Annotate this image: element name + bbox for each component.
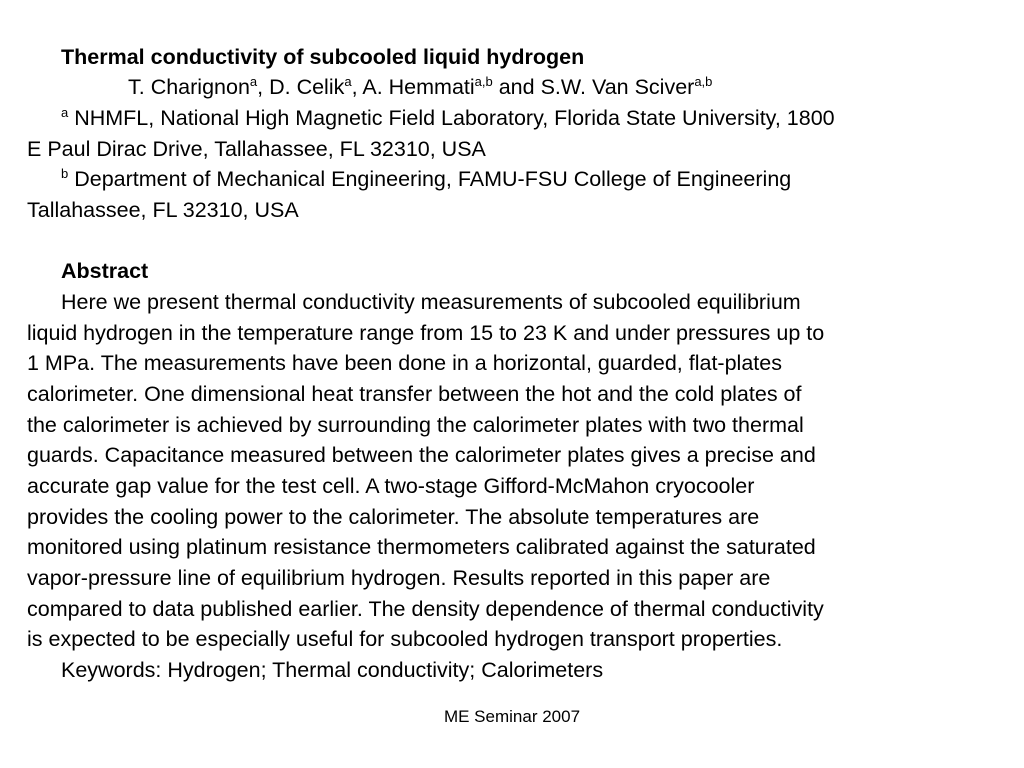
abstract-line: liquid hydrogen in the temperature range from 15 to 23 K and under pressures up to xyxy=(27,321,825,345)
author-affiliation-mark: a xyxy=(344,74,352,89)
abstract-line: monitored using platinum resistance thermometers calibrated against the saturated xyxy=(27,535,816,559)
affiliation-a-continued: E Paul Dirac Drive, Tallahassee, FL 32310, USA xyxy=(27,137,486,161)
abstract-line: vapor-pressure line of equilibrium hydrogen. Results reported in this paper are xyxy=(27,566,771,590)
affiliation-b xyxy=(61,164,1024,195)
affiliation-mark: a xyxy=(61,105,69,120)
abstract-line: accurate gap value for the test cell. A two-stage Gifford-McMahon cryocooler xyxy=(27,474,755,498)
author-affiliation-mark: a,b xyxy=(694,74,713,89)
abstract-heading: Abstract xyxy=(61,259,149,283)
author-affiliation-mark: a,b xyxy=(474,74,493,89)
slide-footer: ME Seminar 2007 xyxy=(443,707,581,726)
affiliation-text: NHMFL, National High Magnetic Field Laboratory, Florida State University, 1800 xyxy=(68,106,835,130)
affiliation-text: Department of Mechanical Engineering, FAMU-FSU College of Engineering xyxy=(68,167,792,191)
author-name: S.W. Van Sciver xyxy=(540,75,695,99)
author-name: A. Hemmati xyxy=(362,75,475,99)
abstract-line: compared to data published earlier. The density dependence of thermal conductivity xyxy=(27,597,824,621)
affiliation-mark: b xyxy=(61,166,69,181)
author-affiliation-mark: a xyxy=(249,74,258,89)
affiliation-a xyxy=(61,103,1024,134)
abstract-line: the calorimeter is achieved by surrounding the calorimeter plates with two thermal xyxy=(27,413,804,437)
abstract-line: calorimeter. One dimensional heat transfer between the hot and the cold plates of xyxy=(27,382,802,406)
author-separator: , xyxy=(351,75,363,99)
abstract-line: provides the cooling power to the calorimeter. The absolute temperatures are xyxy=(27,505,760,529)
abstract-line: 1 MPa. The measurements have been done in a horizontal, guarded, flat-plates xyxy=(27,351,782,375)
paper-title: Thermal conductivity of subcooled liquid hydrogen xyxy=(61,45,585,69)
abstract-line: guards. Capacitance measured between the calorimeter plates gives a precise and xyxy=(27,443,816,467)
abstract-line: is expected to be especially useful for subcooled hydrogen transport properties. xyxy=(27,627,783,651)
abstract-line: Here we present thermal conductivity measurements of subcooled equilibrium xyxy=(61,290,801,314)
affiliation-b-continued: Tallahassee, FL 32310, USA xyxy=(27,198,299,222)
author-name: T. Charignon xyxy=(128,75,250,99)
author-list xyxy=(128,72,1024,103)
author-separator: and xyxy=(492,75,541,99)
keywords: Keywords: Hydrogen; Thermal conductivity; Calorimeters xyxy=(61,658,604,682)
author-separator: , xyxy=(257,75,270,99)
author-name: D. Celik xyxy=(269,75,345,99)
